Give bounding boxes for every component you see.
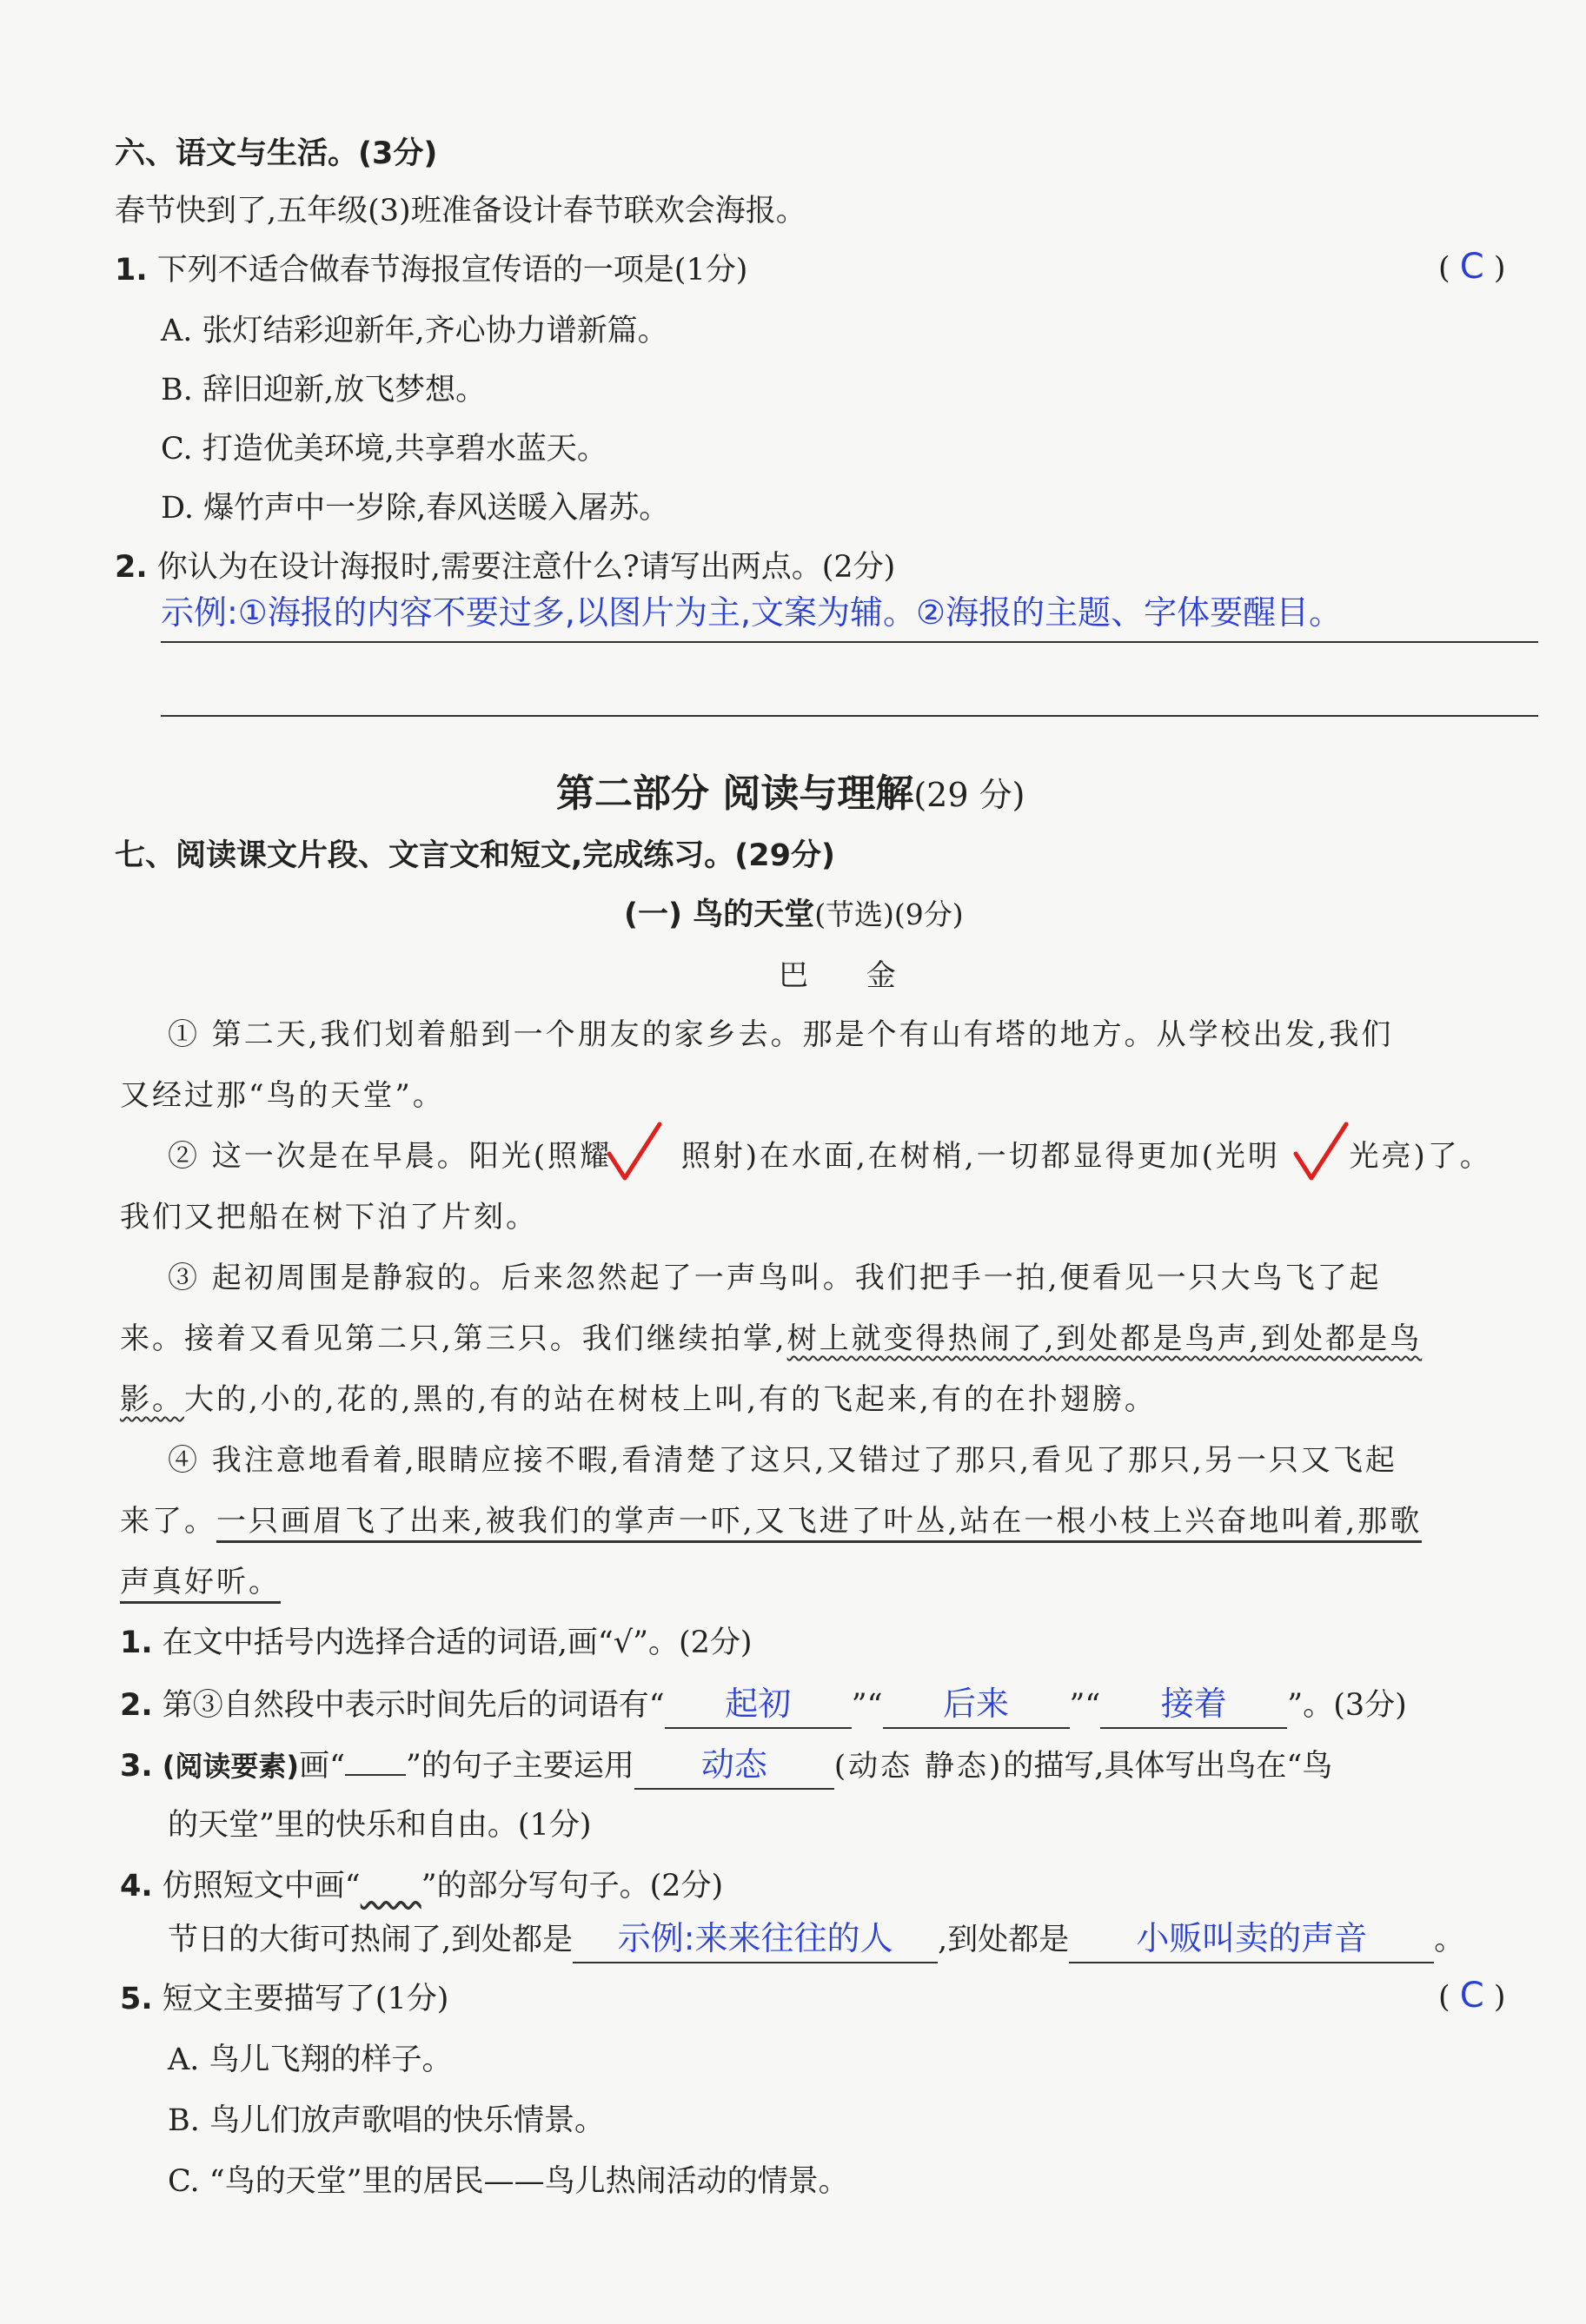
- handwritten-answer: 小贩叫卖的声音: [1136, 1919, 1368, 1957]
- passage-note: (节选)(9分): [814, 897, 964, 931]
- q7-5: [120, 1977, 448, 2021]
- passage-heading: [624, 893, 964, 937]
- answer-blank: [1069, 1917, 1434, 1963]
- answer-blank: [634, 1743, 834, 1790]
- q7-1: [120, 1621, 753, 1665]
- option: D. 爆竹声中一岁除,春风送暖入屠苏。: [161, 491, 670, 526]
- q-text: 的描写,具体写出鸟在“鸟: [1003, 1749, 1333, 1784]
- handwritten-answer: 起初: [725, 1685, 792, 1723]
- red-checkmark-icon: [604, 1119, 665, 1188]
- answer-blank: [665, 1682, 852, 1729]
- q6-2: [115, 546, 895, 589]
- answer-choice: C: [1459, 247, 1484, 287]
- red-checkmark-icon: [1291, 1119, 1351, 1188]
- answer-blank: [573, 1917, 938, 1963]
- option: A. 鸟儿飞翔的样子。: [168, 2043, 453, 2077]
- q-number: 1.: [115, 253, 148, 288]
- q-text: ”。(3分): [1287, 1688, 1407, 1723]
- q-text: ”的部分写句子。(2分): [421, 1869, 724, 1904]
- answer-choice: C: [1459, 1976, 1484, 2016]
- paragraph-1-line1: ① 第二天,我们划着船到一个朋友的家乡去。那是个有山有塔的地方。从学校出发,我们: [168, 1017, 1394, 1052]
- option: A. 张灯结彩迎新年,齐心协力谱新篇。: [161, 314, 668, 348]
- paragraph-4-line2: [120, 1500, 1422, 1543]
- answer-line: [161, 715, 1538, 717]
- handwritten-answer: 后来: [942, 1685, 1009, 1723]
- q-text: ”的句子主要运用: [405, 1749, 634, 1784]
- q-text: 画“: [299, 1749, 345, 1784]
- p2-part-c: 光亮)了。: [1349, 1139, 1492, 1174]
- answer-blank: [1100, 1682, 1287, 1729]
- option: B. 鸟儿们放声歌唱的快乐情景。: [168, 2103, 605, 2138]
- q-text: 你认为在设计海报时,需要注意什么?请写出两点。(2分): [156, 550, 896, 585]
- q-number: 3.: [120, 1749, 153, 1784]
- passage-title: (一) 鸟的天堂: [624, 897, 815, 932]
- handwritten-answer: 示例:来来往往的人: [617, 1919, 893, 1957]
- section7-title: 七、阅读课文片段、文言文和短文,完成练习。(29分): [115, 838, 835, 873]
- q7-3-line2: 的天堂”里的快乐和自由。(1分): [168, 1808, 592, 1843]
- p3-text: 来。接着又看见第二只,第三只。我们继续拍掌,: [120, 1321, 787, 1356]
- wavy-underlined-sentence-end: 影。: [120, 1382, 184, 1417]
- paragraph-3-line3: [120, 1378, 1157, 1421]
- handwritten-answer: 示例:①海报的内容不要过多,以图片为主,文案为辅。②海报的主题、字体要醒目。: [161, 593, 1343, 632]
- paragraph-3-line1: ③ 起初周围是静寂的。后来忽然起了一声鸟叫。我们把手一拍,便看见一只大鸟飞了起: [168, 1261, 1382, 1295]
- underline-sample: [345, 1774, 406, 1776]
- q-text: 仿照短文中画“: [162, 1869, 361, 1904]
- paragraph-1-line2: 又经过那“鸟的天堂”。: [120, 1078, 445, 1113]
- q7-4: [120, 1864, 723, 1908]
- wavy-underline-sample: [361, 1864, 421, 1908]
- p4-text: 来了。: [120, 1504, 216, 1539]
- q-text: 第③自然段中表示时间先后的词语有“: [162, 1688, 665, 1723]
- paragraph-4-line3: [120, 1560, 281, 1604]
- q7-2: [120, 1682, 1407, 1729]
- paragraph-3-line2: [120, 1317, 1422, 1361]
- author: 巴 金: [779, 958, 920, 993]
- q-choices: (动态 静态): [833, 1749, 1004, 1784]
- q-number: 1.: [120, 1625, 153, 1660]
- underlined-sentence-end: 声真好听。: [120, 1565, 281, 1604]
- answer-blank: [883, 1682, 1070, 1729]
- paragraph-2-line2: 我们又把船在树下泊了片刻。: [120, 1200, 538, 1235]
- handwritten-answer: 接着: [1160, 1685, 1227, 1723]
- option: C. 打造优美环境,共享碧水蓝天。: [161, 432, 607, 467]
- q-text: 。: [1434, 1923, 1465, 1957]
- q-tag: (阅读要素): [162, 1750, 300, 1783]
- p2-part-b: 照射)在水面,在树梢,一切都显得更加(光明: [680, 1139, 1280, 1174]
- q-number: 2.: [120, 1688, 153, 1723]
- part2-score: (29 分): [913, 776, 1025, 814]
- q-number: 2.: [115, 550, 148, 585]
- q-text: ”“: [1069, 1688, 1101, 1723]
- q-text: 下列不适合做春节海报宣传语的一项是(1分): [156, 253, 748, 288]
- p2-part-a: ② 这一次是在早晨。阳光(照耀: [168, 1139, 613, 1174]
- answer-line: [161, 641, 1538, 643]
- wavy-underlined-sentence: 树上就变得热闹了,到处都是鸟声,到处都是鸟: [786, 1321, 1423, 1356]
- answer-paren: ( C ): [1438, 1976, 1506, 2016]
- q-number: 4.: [120, 1869, 153, 1904]
- part2-title: 第二部分 阅读与理解: [556, 771, 914, 816]
- q-text: 在文中括号内选择合适的词语,画“√”。(2分): [162, 1625, 753, 1660]
- answer-paren: ( C ): [1438, 247, 1506, 287]
- q7-4-line2: [168, 1917, 1464, 1963]
- q-text: 节日的大街可热闹了,到处都是: [168, 1923, 574, 1957]
- q6-1: [115, 248, 747, 292]
- q-text: ,到处都是: [938, 1923, 1070, 1957]
- q-number: 5.: [120, 1982, 153, 2016]
- handwritten-answer: 动态: [700, 1745, 767, 1784]
- paragraph-4-line1: ④ 我注意地看着,眼睛应接不暇,看清楚了这只,又错过了那只,看见了那只,另一只又飞起: [168, 1443, 1397, 1478]
- p3-text: 大的,小的,花的,黑的,有的站在树枝上叫,有的飞起来,有的在扑翅膀。: [184, 1382, 1157, 1417]
- q-text: ”“: [851, 1688, 883, 1723]
- part2-heading: [556, 768, 1025, 823]
- section6-intro: 春节快到了,五年级(3)班准备设计春节联欢会海报。: [115, 194, 806, 228]
- section6-title: 六、语文与生活。(3分): [115, 136, 438, 171]
- option: B. 辞旧迎新,放飞梦想。: [161, 373, 487, 407]
- option: C. “鸟的天堂”里的居民——鸟儿热闹活动的情景。: [168, 2164, 849, 2199]
- q7-3: [120, 1743, 1332, 1790]
- underlined-sentence: 一只画眉飞了出来,被我们的掌声一吓,又飞进了叶丛,站在一根小枝上兴奋地叫着,那歌: [216, 1504, 1422, 1543]
- q-text: 短文主要描写了(1分): [162, 1982, 449, 2016]
